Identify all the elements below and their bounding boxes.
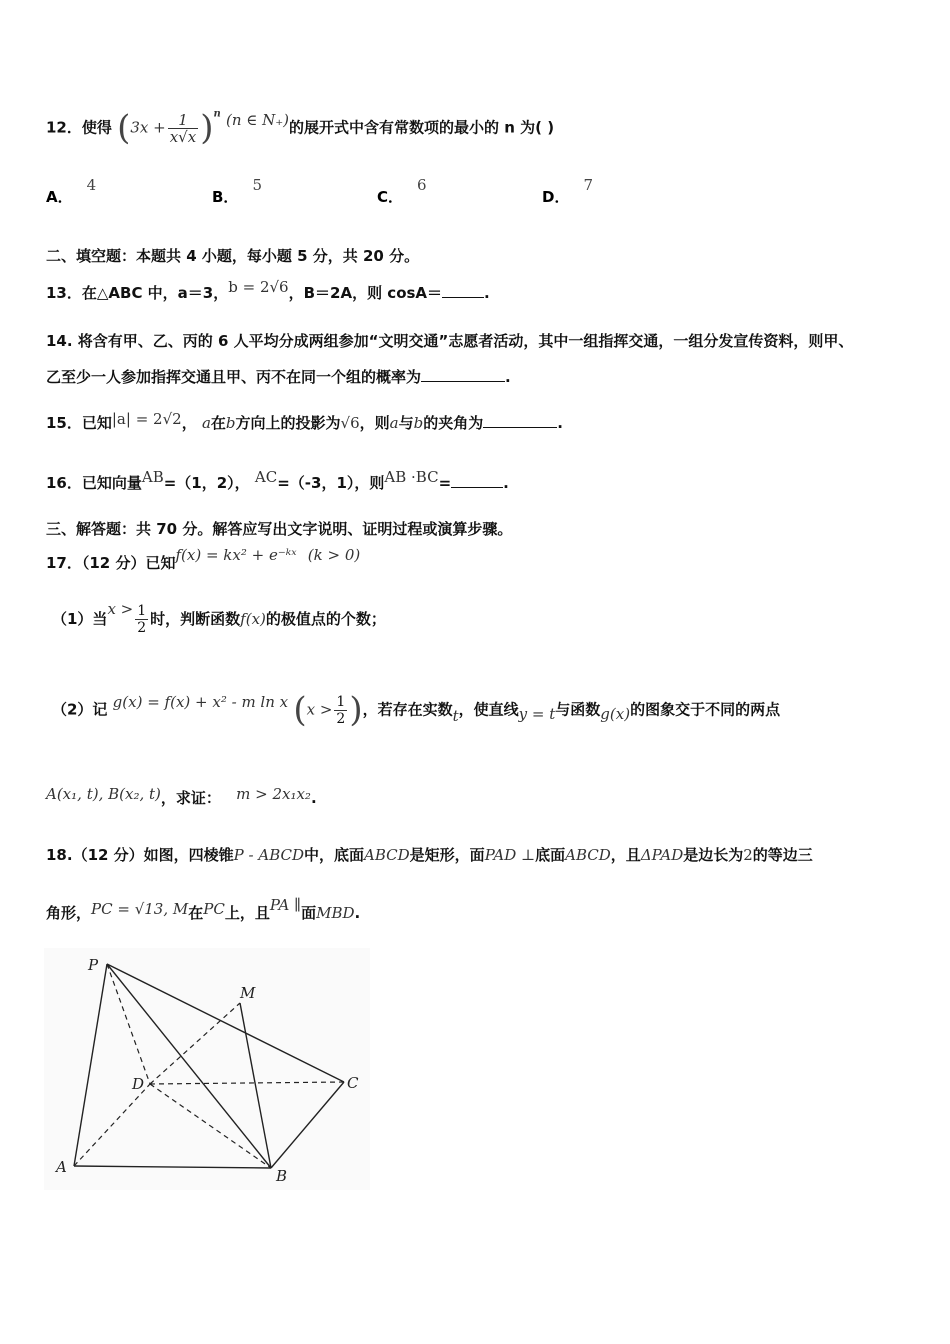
- label-b: B: [276, 1167, 288, 1185]
- q12-stem: 的展开式中含有常数项的最小的 n 为( ): [289, 118, 555, 137]
- q15-answer-blank: [483, 426, 557, 428]
- option-d: D．7: [542, 176, 593, 206]
- q17-function: f(x) = kx² + e⁻ᵏˣ: [175, 546, 297, 564]
- section-2-title: 二、填空题：本题共 4 小题，每小题 5 分，共 20 分。: [46, 247, 420, 265]
- question-16: 16．已知向量AB=（1，2）， AC=（-3，1），则AB ·BC= .: [46, 468, 509, 492]
- label-c: C: [347, 1074, 359, 1092]
- q16-answer-blank: [451, 486, 503, 488]
- q17-condition: (k > 0): [307, 546, 361, 564]
- question-17-part2-cont: A(x₁, t), B(x₂, t)，求证： m > 2x₁x₂.: [46, 785, 317, 807]
- q16-dot-product: AB ·BC: [384, 468, 439, 486]
- q15-norm-a: |a| = 2√2: [111, 410, 182, 428]
- q17-p1-fraction: $\frac{1}{2}$: [137, 603, 147, 636]
- q12-domain: (n ∈ N₊): [225, 110, 290, 129]
- q17-p2-fraction: $\frac{1}{2}$: [336, 693, 346, 727]
- section-3-title: 三、解答题：共 70 分。解答应写出文字说明、证明过程或演算步骤。: [46, 520, 513, 538]
- label-p: P: [88, 956, 99, 974]
- right-paren: ): [200, 108, 214, 148]
- q16-vector-ac: AC: [254, 468, 278, 486]
- q13-math: b = 2√6: [228, 278, 289, 296]
- q17-inequality: m > 2x₁x₂: [236, 785, 311, 803]
- q13-answer-blank: [442, 296, 484, 298]
- label-a: A: [56, 1158, 67, 1176]
- q12-exponent: n: [213, 108, 221, 120]
- q17-points: A(x₁, t), B(x₂, t): [46, 785, 161, 803]
- label-d: D: [132, 1075, 145, 1093]
- question-15: 15．已知|a| = 2√2， a在b方向上的投影为√6，则a与b的夹角为 .: [46, 410, 563, 432]
- question-17-part1: （1）当x > $\frac{1}{2}$ 时，判断函数f(x)的极值点的个数；: [52, 600, 386, 636]
- question-14-line1: 14. 将含有甲、乙、丙的 6 人平均分成两组参加“文明交通”志愿者活动，其中一组指挥交通，一组分发宣传资料，则甲、: [46, 332, 854, 350]
- question-18-line1: 18.（12 分）如图，四棱锥P - ABCD中，底面ABCD是矩形，面PAD ⊥底面ABCD，且ΔPAD是边长为2的等边三: [46, 846, 813, 864]
- option-b: B．5: [212, 176, 262, 206]
- q12-fraction: $\frac{1}{x√x}$: [169, 110, 197, 146]
- question-13: 13．在△ABC 中，a＝3，b = 2√6，B＝2A，则 cosA＝ .: [46, 278, 490, 302]
- pyramid-diagram: [44, 948, 370, 1190]
- q12-number: 12．使得: [46, 118, 112, 137]
- question-17-part2: （2）记 g(x) = f(x) + x² - m ln x (x > $\frac{1}{2}$ )，若存在实数t，使直线y = t与函数g(x)的图象交于不同的两点: [52, 690, 781, 730]
- question-12: [46, 108, 554, 148]
- label-m: M: [240, 984, 256, 1002]
- q16-vector-ab: AB: [141, 468, 164, 486]
- option-c: C．6: [377, 176, 427, 206]
- figure-background: [44, 948, 370, 1190]
- question-17: 17．（12 分）已知f(x) = kx² + e⁻ᵏˣ (k > 0): [46, 546, 361, 572]
- q17-g-definition: g(x) = f(x) + x² - m ln x: [112, 692, 289, 711]
- left-paren: (: [117, 108, 131, 148]
- q12-3x: 3x +: [130, 118, 166, 137]
- q14-answer-blank: [421, 380, 505, 382]
- question-18-line2: 角形，PC = √13, M在PC上，且PA ∥面MBD.: [46, 896, 361, 922]
- option-a: A．4: [46, 176, 97, 206]
- pyramid-figure: [44, 948, 370, 1190]
- q15-projection: √6: [340, 414, 360, 432]
- question-14-line2: 乙至少一人参加指挥交通且甲、丙不在同一个组的概率为 .: [46, 368, 511, 386]
